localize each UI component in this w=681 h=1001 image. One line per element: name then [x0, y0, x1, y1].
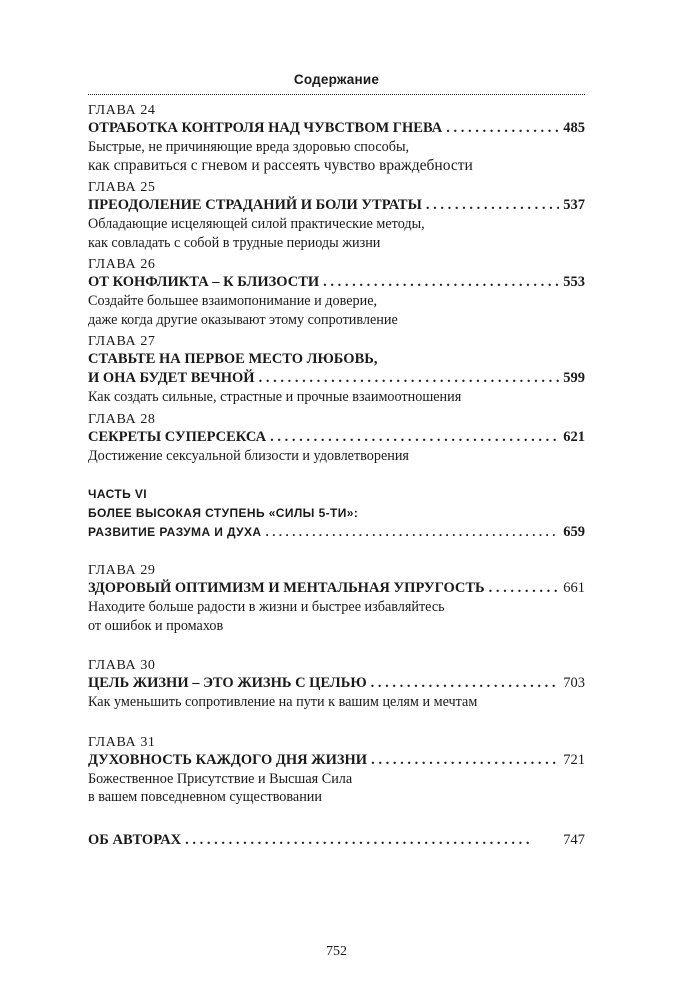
dot-leader — [371, 751, 559, 770]
page-number: 747 — [563, 831, 585, 848]
chapter-label: ГЛАВА 30 — [88, 658, 156, 673]
chapter-title: ДУХОВНОСТЬ КАЖДОГО ДНЯ ЖИЗНИ — [88, 751, 368, 768]
page-number: 621 — [563, 428, 585, 445]
chapter-subtitle: как совладать с собой в трудные периоды жизни — [88, 234, 381, 251]
toc-entry-part-6[interactable] — [88, 485, 585, 542]
part-label: ЧАСТЬ VI — [88, 487, 147, 501]
spacer — [88, 716, 585, 734]
chapter-title: ЗДОРОВЫЙ ОПТИМИЗМ И МЕНТАЛЬНАЯ УПРУГОСТЬ — [88, 580, 485, 596]
page-number: 599 — [563, 370, 585, 386]
part-title: БОЛЕЕ ВЫСОКАЯ СТУПЕНЬ «СИЛЫ 5-ТИ»: — [88, 506, 359, 520]
chapter-subtitle: Быстрые, не причиняющие вреда здоровью способы, — [88, 139, 410, 155]
chapter-title: ОТРАБОТКА КОНТРОЛЯ НАД ЧУВСТВОМ ГНЕВА — [88, 120, 443, 136]
toc-entry-chapter-27[interactable] — [88, 333, 585, 407]
chapter-label: ГЛАВА 28 — [88, 411, 156, 427]
toc-entry-chapter-29[interactable] — [88, 562, 585, 635]
chapter-subtitle: от ошибок и промахов — [88, 617, 224, 634]
page-number: 659 — [563, 524, 585, 540]
dot-leader — [259, 369, 560, 388]
dot-leader — [265, 523, 559, 542]
toc-entry-chapter-28[interactable] — [88, 411, 585, 466]
chapter-label: ГЛАВА 31 — [88, 734, 156, 750]
toc-entry-chapter-25[interactable] — [88, 179, 585, 252]
toc-entry-chapter-24[interactable] — [88, 102, 585, 175]
folio-page-number: 752 — [326, 944, 347, 959]
chapter-title: ОТ КОНФЛИКТА – К БЛИЗОСТИ — [88, 274, 320, 290]
page-number: 553 — [563, 274, 585, 290]
toc-page — [88, 0, 585, 1001]
page-number: 537 — [563, 197, 585, 213]
dotted-rule — [88, 94, 585, 95]
chapter-label: ГЛАВА 26 — [88, 257, 156, 272]
dot-leader — [323, 273, 559, 292]
chapter-subtitle: Достижение сексуальной близости и удовлетворения — [88, 447, 409, 464]
chapter-subtitle: даже когда другие оказывают этому сопротивление — [88, 311, 398, 328]
page-number: 485 — [563, 120, 585, 136]
chapter-subtitle: как справиться с гневом и рассеять чувство враждебности — [88, 156, 473, 174]
toc-entry-about-authors[interactable] — [88, 831, 585, 850]
chapter-title: СТАВЬТЕ НА ПЕРВОЕ МЕСТО ЛЮБОВЬ, — [88, 351, 378, 367]
toc-entry-chapter-26[interactable] — [88, 256, 585, 329]
chapter-title: СЕКРЕТЫ СУПЕРСЕКСА — [88, 428, 267, 445]
chapter-label: ГЛАВА 24 — [88, 103, 156, 118]
chapter-label: ГЛАВА 27 — [88, 334, 156, 349]
chapter-title: ПРЕОДОЛЕНИЕ СТРАДАНИЙ И БОЛИ УТРАТЫ — [88, 197, 422, 213]
chapter-subtitle: Обладающие исцеляющей силой практические методы, — [88, 216, 425, 232]
chapter-subtitle: Как создать сильные, страстные и прочные взаимоотношения — [88, 389, 462, 405]
dot-leader — [446, 119, 559, 138]
chapter-label: ГЛАВА 25 — [88, 180, 156, 195]
chapter-title: ЦЕЛЬ ЖИЗНИ – ЭТО ЖИЗНЬ С ЦЕЛЬЮ — [88, 675, 367, 691]
toc-entries — [88, 102, 585, 850]
toc-entry-chapter-30[interactable] — [88, 657, 585, 712]
chapter-subtitle: Находите больше радости в жизни и быстрее избавляйтесь — [88, 599, 445, 615]
chapter-subtitle: Создайте большее взаимопонимание и доверие, — [88, 293, 378, 309]
page-number: 703 — [563, 675, 585, 691]
chapter-title: И ОНА БУДЕТ ВЕЧНОЙ — [88, 370, 255, 386]
page-number: 721 — [563, 751, 585, 768]
dot-leader — [371, 674, 560, 693]
dot-leader — [270, 428, 559, 447]
dot-leader — [489, 579, 560, 598]
chapter-subtitle: Как уменьшить сопротивление на пути к вашим целям и мечтам — [88, 694, 478, 710]
dot-leader — [185, 831, 559, 850]
running-head: Содержание — [293, 72, 380, 87]
about-title: ОБ АВТОРАХ — [88, 831, 182, 848]
chapter-subtitle: Божественное Присутствие и Высшая Сила — [88, 770, 353, 787]
toc-entry-chapter-31[interactable] — [88, 734, 585, 807]
part-title: РАЗВИТИЕ РАЗУМА И ДУХА — [88, 525, 262, 539]
chapter-label: ГЛАВА 29 — [88, 563, 156, 578]
page-number: 661 — [563, 580, 585, 596]
spacer — [88, 639, 585, 657]
dot-leader — [426, 196, 559, 215]
chapter-subtitle: в вашем повседневном существовании — [88, 789, 322, 805]
